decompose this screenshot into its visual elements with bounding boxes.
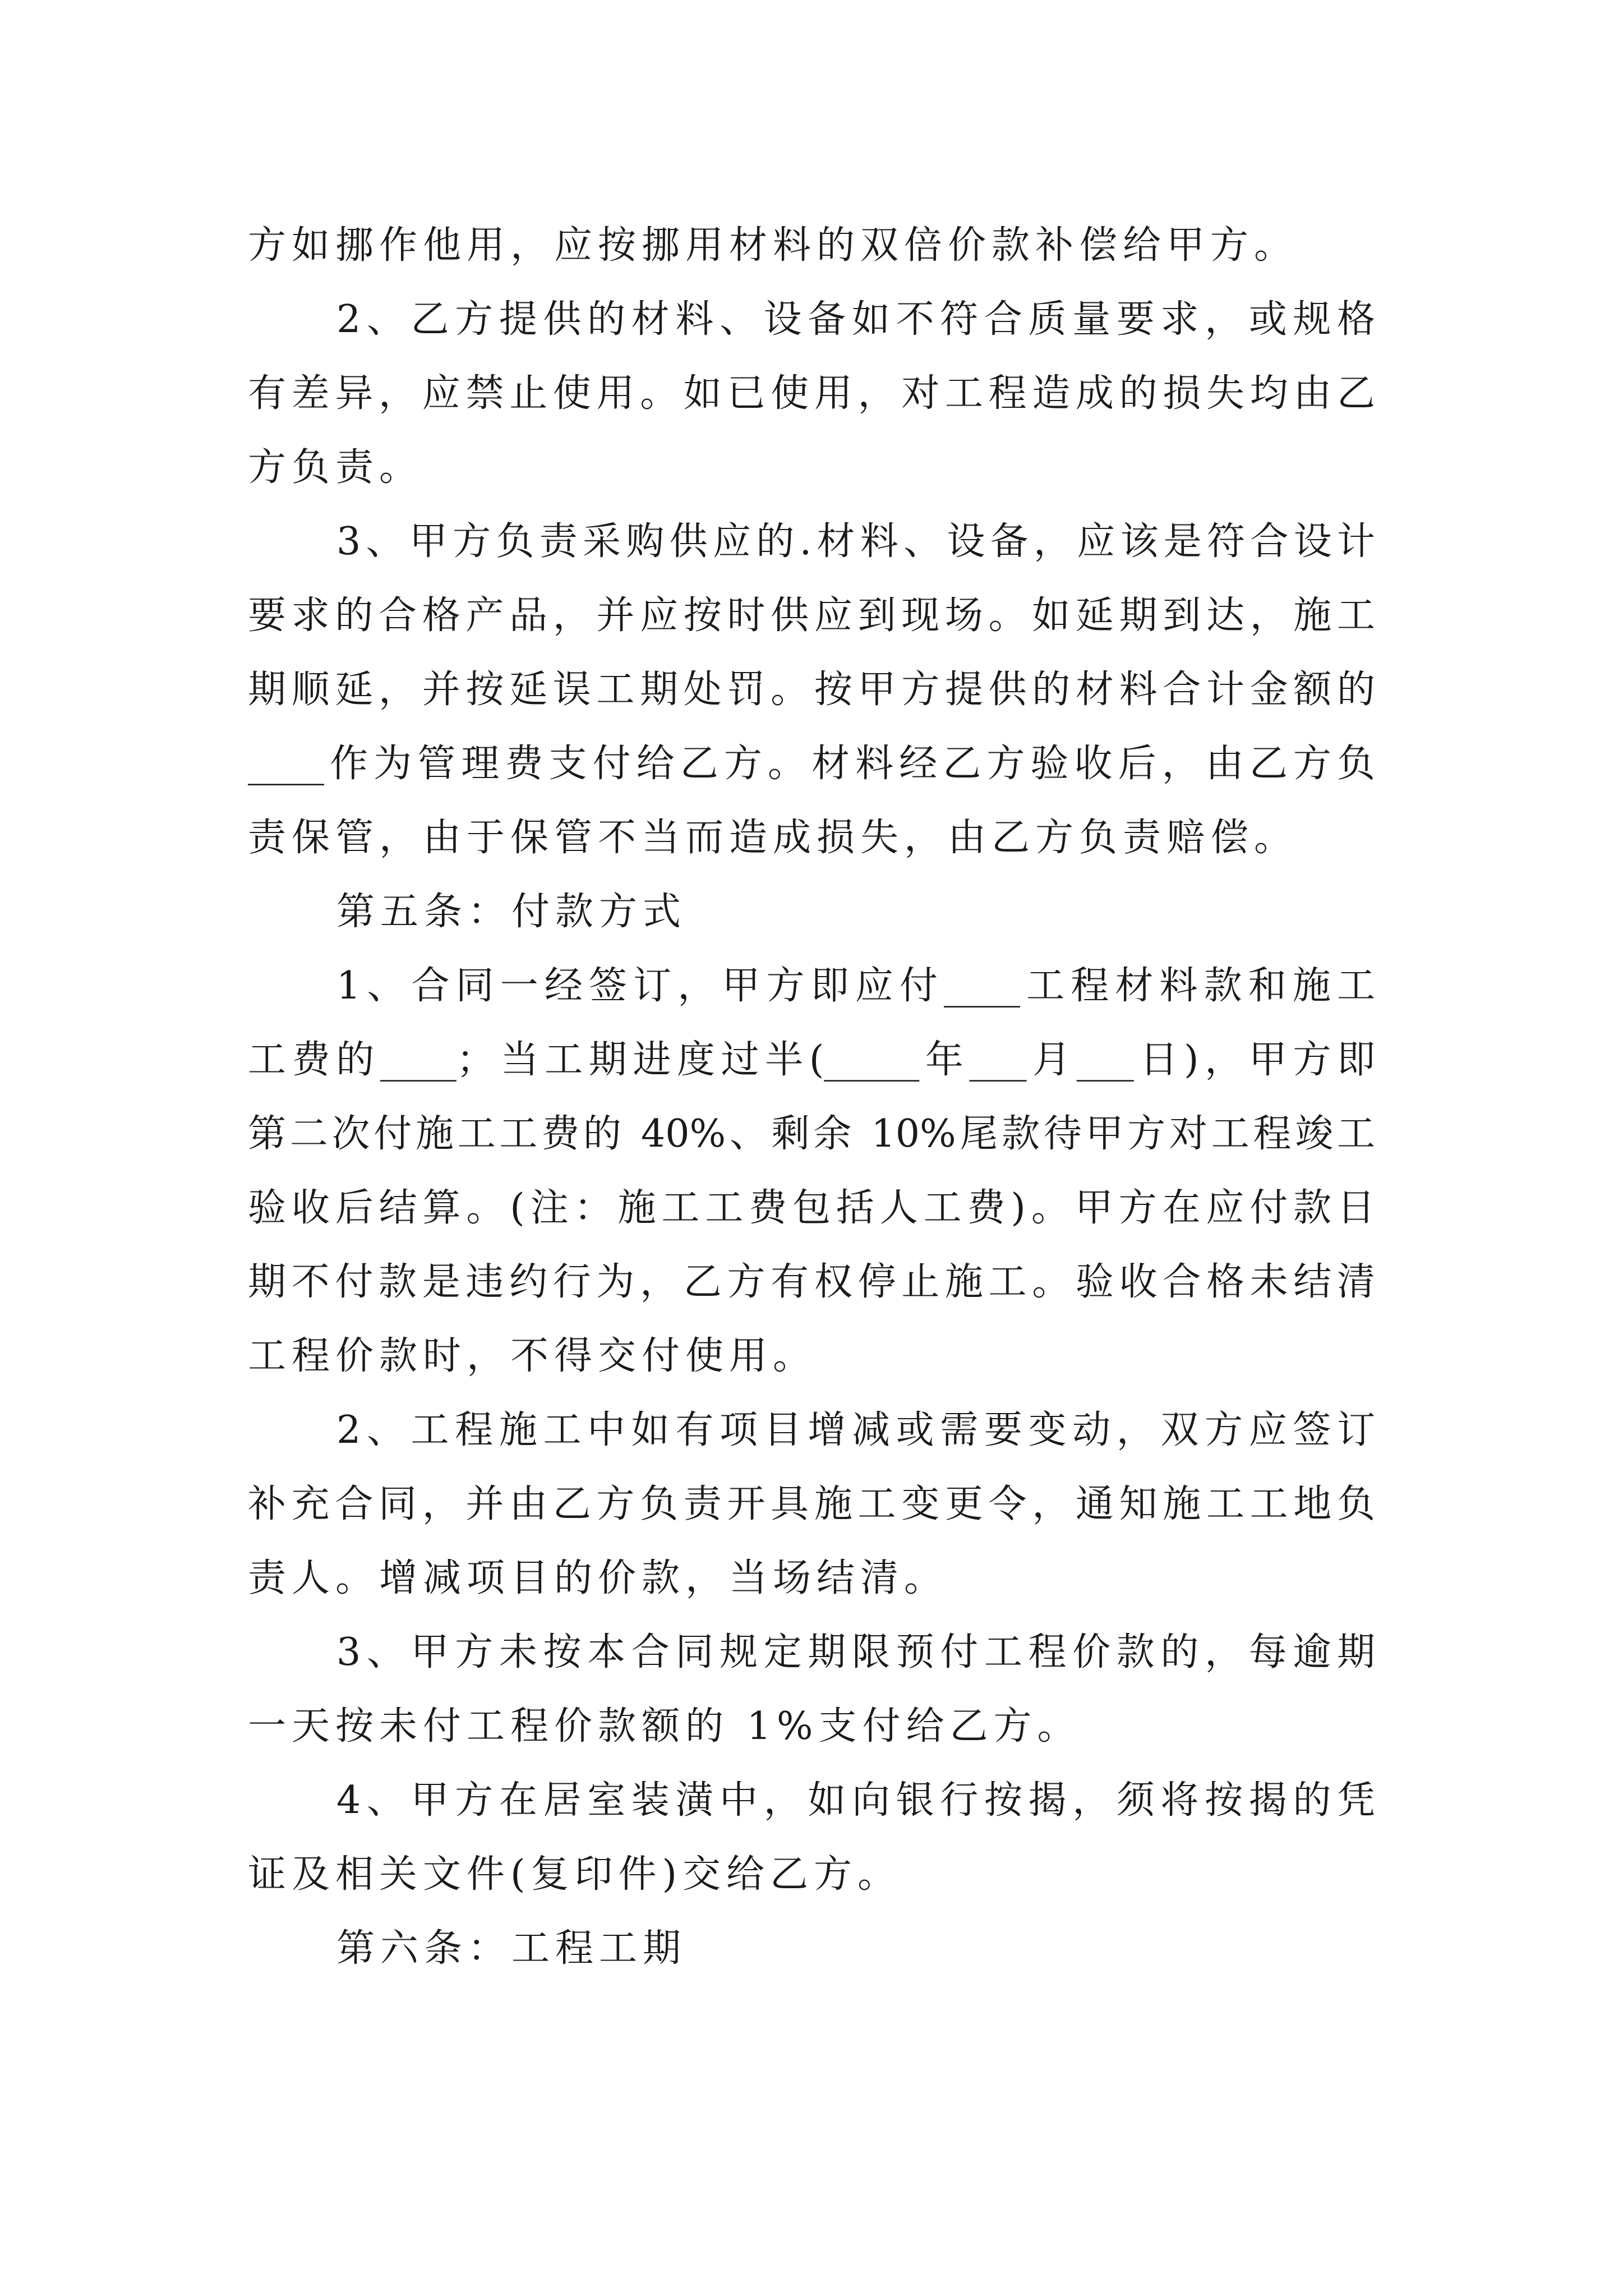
body-text-line: 方负责。 [248,445,423,490]
body-text-line: 有差异，应禁止使用。如已使用，对工程造成的损失均由乙 [248,371,1375,416]
clause-item: 3、甲方未按本合同规定期限预付工程价款的，每逾期 [336,1630,1375,1674]
body-text-line: 工费的____；当工期进度过半(_____年___月___日)，甲方即 [248,1038,1375,1082]
clause-item: 4、甲方在居室装潢中，如向银行按揭，须将按揭的凭 [336,1778,1375,1823]
body-text-line: 责保管，由于保管不当而造成损失，由乙方负责赔偿。 [248,816,1298,860]
body-text-line: 工程价款时，不得交付使用。 [248,1334,817,1378]
body-text-line: ____作为管理费支付给乙方。材料经乙方验收后，由乙方负 [248,742,1375,786]
body-text-line: 方如挪作他用，应按挪用材料的双倍价款补偿给甲方。 [248,223,1298,268]
body-text-line: 补充合同，并由乙方负责开具施工变更令，通知施工工地负 [248,1482,1375,1526]
clause-item: 1、合同一经签订，甲方即应付____工程材料款和施工 [336,964,1375,1008]
body-text-line: 证及相关文件(复印件)交给乙方。 [248,1852,902,1897]
section-heading: 第六条：工程工期 [336,1926,687,1971]
clause-item: 2、工程施工中如有项目增减或需要变动，双方应签订 [336,1408,1375,1452]
body-text-line: 第二次付施工工费的 40%、剩余 10%尾款待甲方对工程竣工 [248,1112,1375,1156]
body-text-line: 期顺延，并按延误工期处罚。按甲方提供的材料合计金额的 [248,668,1375,712]
body-text-line: 验收后结算。(注：施工工费包括人工费)。甲方在应付款日 [248,1186,1375,1230]
body-text-line: 要求的合格产品，并应按时供应到现场。如延期到达，施工 [248,593,1375,638]
body-text-line: 责人。增减项目的价款，当场结清。 [248,1556,948,1600]
clause-item: 3、甲方负责采购供应的.材料、设备，应该是符合设计 [336,519,1375,564]
section-heading: 第五条：付款方式 [336,890,687,934]
body-text-line: 期不付款是违约行为，乙方有权停止施工。验收合格未结清 [248,1260,1375,1304]
body-text-line: 一天按未付工程价款额的 1%支付给乙方。 [248,1704,1081,1749]
clause-item: 2、乙方提供的材料、设备如不符合质量要求，或规格 [336,297,1375,342]
